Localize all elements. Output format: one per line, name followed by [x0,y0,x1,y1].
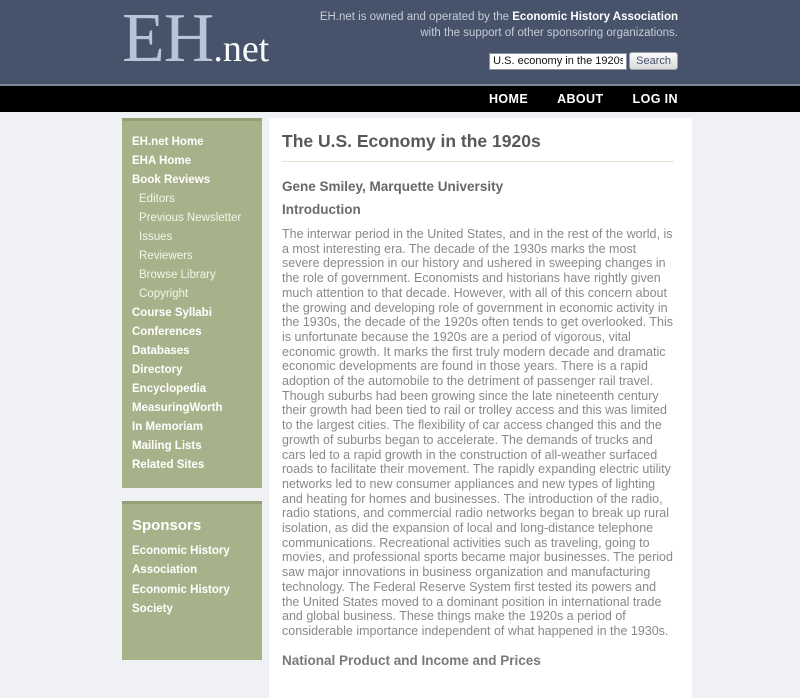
sidebar-item-conferences[interactable]: Conferences [132,325,202,338]
article-byline: Gene Smiley, Marquette University [282,179,504,194]
sidebar-gap [122,488,262,501]
tagline-association: Economic History Association [512,11,678,23]
sidebar-item-in-memoriam[interactable]: In Memoriam [132,420,203,433]
site-logo[interactable] [122,0,270,77]
sponsors-heading: Sponsors [132,517,202,534]
search-input[interactable] [489,53,627,70]
title-divider [282,161,674,162]
national-product-heading: National Product and Income and Prices [282,652,541,668]
intro-heading: Introduction [282,202,361,217]
nav-home[interactable]: HOME [488,92,529,106]
logo-eh-text: EH [122,0,214,77]
site-header [0,0,800,86]
search-button[interactable]: Search [629,52,678,70]
sidebar-item-editors[interactable]: Editors [139,192,175,205]
page-title: The U.S. Economy in the 1920s [282,131,541,151]
sidebar-item-measuringworth[interactable]: MeasuringWorth [132,401,223,414]
logo-net-text: .net [213,28,270,70]
sidebar-item-copyright[interactable]: Copyright [139,287,189,300]
tagline-line2: with the support of other sponsoring organizations. [420,27,678,39]
sidebar-item-issues[interactable]: Issues [139,230,173,243]
sidebar-item-eha-home[interactable]: EHA Home [132,154,191,167]
sponsor-economic-history-society[interactable]: Economic History Society [132,584,230,615]
nav-about[interactable]: ABOUT [557,92,604,106]
search-form [316,52,678,70]
intro-paragraph: The interwar period in the United States, and in the rest of the world, is a most interesting era. The decade of the 1930s marks the most severe depression in our history and ushered in sweeping changes in the role of government. Economists and historians have rightly given much attention to that decade. However, with all of this concern about the growing and developing role of government in economic activity in the 1930s, the decade of the 1920s often tends to get overlooked. This is unfortunate because the 1920s are a period of vigorous, vital economic growth. It marks the first truly modern decade and dramatic economic developments are found in those years. There is a rapid adoption of the automobile to the detriment of passenger rail travel. Though suburbs had been growing since the late nineteenth century their growth had been tied to rail or trolley access and this was limited to the largest cities. The flexibility of car access changed this and the growth of suburbs began to accelerate. The demands of trucks and cars led to a rapid growth in the construction of all-weather surfaced roads to facilitate their movement. The rapidly expanding electric utility networks led to new consumer appliances and new types of lighting and heating for homes and businesses. The introduction of the radio, radio stations, and commercial radio networks began to break up rural isolation, as did the expansion of local and long-distance telephone communications. Recreational activities such as traveling, going to movies, and professional sports became major businesses. The period saw major innovations in business organization and manufacturing technology. The Federal Reserve System first tested its powers and the United States moved to a dominant position in international trade and global business. These things make the 1920s a period of considerable importance independent of what happened in the 1930s. [282,227,674,638]
sidebar-item-previous-newsletter[interactable]: Previous Newsletter [139,211,242,224]
sidebar-item-ehnet-home[interactable]: EH.net Home [132,135,204,148]
sidebar-item-related-sites[interactable]: Related Sites [132,458,205,471]
sidebar-sponsors-block [122,501,262,660]
article-content [269,118,692,698]
sponsor-economic-history-association[interactable]: Economic History Association [132,545,230,576]
sidebar-nav-block [122,118,262,488]
sidebar-item-browse-library[interactable]: Browse Library [139,268,216,281]
sidebar-item-book-reviews[interactable]: Book Reviews [132,173,210,186]
nav-login[interactable]: LOG IN [632,92,678,106]
sidebar-item-directory[interactable]: Directory [132,363,183,376]
ownership-tagline [316,9,678,41]
sidebar [122,118,262,660]
sidebar-item-encyclopedia[interactable]: Encyclopedia [132,382,207,395]
sidebar-item-databases[interactable]: Databases [132,344,190,357]
sidebar-item-reviewers[interactable]: Reviewers [139,249,193,262]
tagline-regular: EH.net is owned and operated by the [319,11,513,23]
sidebar-item-mailing-lists[interactable]: Mailing Lists [132,439,202,452]
sidebar-item-course-syllabi[interactable]: Course Syllabi [132,306,212,319]
top-navbar [0,86,800,112]
